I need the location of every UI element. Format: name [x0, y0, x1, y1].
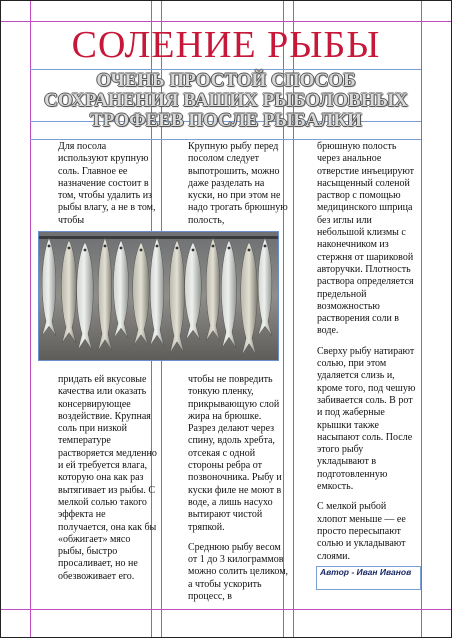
- paragraph: Крупную рыбу перед посолом следует выпотрошить, можно даже разделать на куски, но при этом не надо трогать брюшную полость,: [188, 141, 288, 226]
- column-2-bottom: [188, 374, 290, 611]
- margin-guide-top: [1, 21, 451, 22]
- fish-photo: [38, 231, 279, 361]
- fish-eye: [48, 245, 51, 248]
- fish-eye: [140, 249, 143, 252]
- paragraph: придать ей вкусовые качества или оказать консервирующее воздействие. Крупная соль при низкой температуре растворяется медленно и ей требуется влага, которую она как раз вытягивает из рыбы. С мелкой солью такого эффекта не получается, она как бы «обжигает» мясо рыбы, быстро просаливает, но не обезвоживает его.: [58, 374, 157, 582]
- fish-eye: [68, 247, 71, 250]
- fish-eye: [212, 245, 215, 248]
- paragraph: брюшную полость через анальное отверстие инъецируют насыщенный соленой раствор с помощью медицинского шприца без иглы или небольшой клизмы с наконечником из стержня от шариковой авторучки. Плотность раствора определяется предельной возможностью растворения соли в воде.: [317, 141, 415, 337]
- fish-eye: [248, 249, 251, 252]
- column-1-bottom: [58, 374, 158, 591]
- fish-eye: [192, 249, 195, 252]
- paragraph: чтобы не повредить тонкую пленку, прикрывающую слой жира на брюшке. Разрез делают через спину, вдоль хребта, отсекая с одной стороны ребра от позвоночника. Рыбу и куски филе не моют в воде, а лишь насухо вытирают чистой тряпкой.: [188, 374, 282, 533]
- fish-eye: [84, 249, 87, 252]
- column-3: [317, 141, 417, 571]
- margin-guide-right: [421, 1, 422, 637]
- paragraph: С мелкой рыбой хлопот меньше — ее просто пересыпают солью и укладывают слоями.: [317, 501, 406, 562]
- paragraph: Для посола используют крупную соль. Главное ее назначение состоит в том, чтобы удалить из рыбы влагу, а не в том, чтобы: [58, 141, 156, 226]
- fish-image: [39, 232, 278, 360]
- page-title: СОЛЕНИЕ РЫБЫ: [71, 24, 381, 66]
- page-subtitle: ОЧЕНЬ ПРОСТОЙ СПОСОБ СОХРАНЕНИЯ ВАШИХ РЫБОЛОВНЫХ ТРОФЕЕВ ПОСЛЕ РЫБАЛКИ: [44, 70, 408, 131]
- column-2-top: [188, 141, 290, 235]
- paragraph: Среднюю рыбу весом от 1 до 3 килограммов можно солить целиком, а чтобы ускорить процесс, в: [188, 541, 289, 603]
- fish-eye: [176, 247, 179, 250]
- paragraph: Сверху рыбу натирают солью, при этом удаляется слизь и, кроме того, под чешую забивается соль. В рот и под жаберные крышки также насыпают соль. После этого рыбу укладывают в подготовленную емкость.: [317, 345, 416, 493]
- fish-eye: [156, 245, 159, 248]
- frame-guide: [30, 139, 421, 140]
- author-credit: Автор - Иван Иванов: [316, 566, 421, 590]
- fish-eye: [104, 245, 107, 248]
- column-1-top: [58, 141, 158, 235]
- fish-eye: [120, 247, 123, 250]
- fish-eye: [228, 247, 231, 250]
- fish-eye: [264, 245, 267, 248]
